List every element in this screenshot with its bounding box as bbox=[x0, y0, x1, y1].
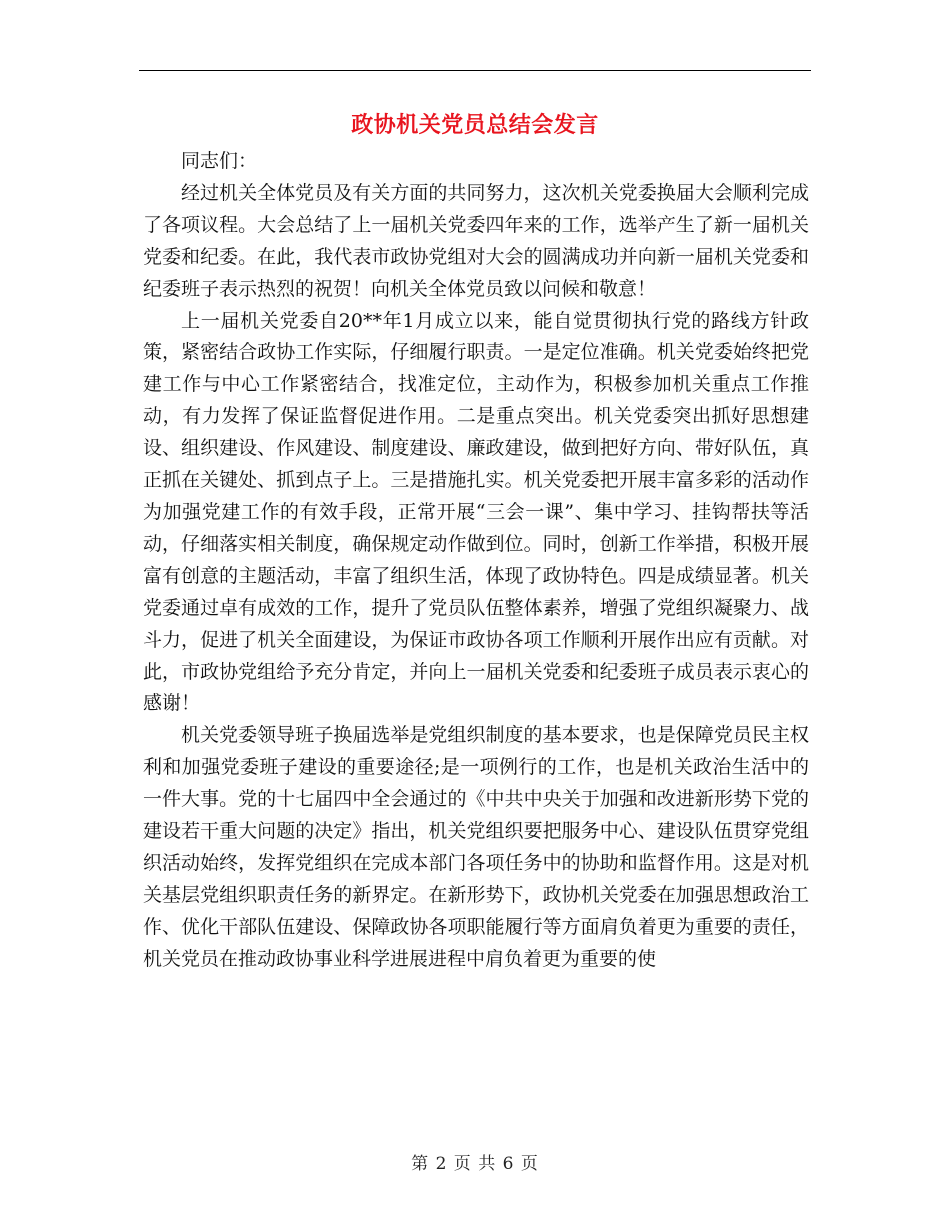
salutation: 同志们： bbox=[181, 150, 258, 172]
paragraph-2: 上一届机关党委自20**年1月成立以来，能自觉贯彻执行党的路线方针政策，紧密结合政协工作实际，仔细履行职责。一是定位准确。机关党委始终把党建工作与中心工作紧密结合，找准定位，主动作为，积极参加机关重点工作推动，有力发挥了保证监督促进作用。二是重点突出。机关党委突出抓好思想建设、组织建设、作风建设、制度建设、廉政建设，做到把好方向、带好队伍，真正抓在关键处、抓到点子上。三是措施扎实。机关党委把开展丰富多彩的活动作为加强党建工作的有效手段，正常开展“三会一课”、集中学习、挂钩帮扶等活动，仔细落实相关制度，确保规定动作做到位。同时，创新工作举措，积极开展富有创意的主题活动，丰富了组织生活，体现了政协特色。四是成绩显著。机关党委通过卓有成效的工作，提升了党员队伍整体素养，增强了党组织凝聚力、战斗力，促进了机关全面建设，为保证市政协各项工作顺利开展作出应有贡献。对此，市政协党组给予充分肯定，并向上一届机关党委和纪委班子成员表示衷心的感谢！ bbox=[143, 309, 809, 715]
paragraph-1: 经过机关全体党员及有关方面的共同努力，这次机关党委换届大会顺利完成了各项议程。大会总结了上一届机关党委四年来的工作，选举产生了新一届机关党委和纪委。在此，我代表市政协党组对大会的圆满成功并向新一届机关党委和纪委班子表示热烈的祝贺！向机关全体党员致以问候和敬意！ bbox=[143, 181, 809, 300]
document-body bbox=[143, 146, 809, 976]
page-number: 第 2 页 共 6 页 bbox=[411, 1154, 539, 1174]
paragraph-3: 机关党委领导班子换届选举是党组织制度的基本要求，也是保障党员民主权利和加强党委班子建设的重要途径;是一项例行的工作，也是机关政治生活中的一件大事。党的十七届四中全会通过的《中共中央关于加强和改进新形势下党的建设若干重大问题的决定》指出，机关党组织要把服务中心、建设队伍贯穿党组织活动始终，发挥党组织在完成本部门各项任务中的协助和监督作用。这是对机关基层党组织职责任务的新界定。在新形势下，政协机关党委在加强思想政治工作、优化干部队伍建设、保障政协各项职能履行等方面肩负着更为重要的责任，机关党员在推动政协事业科学进展进程中肩负着更为重要的使 bbox=[143, 724, 809, 970]
header-rule bbox=[139, 70, 811, 71]
document-title: 政协机关党员总结会发言 bbox=[351, 113, 599, 138]
